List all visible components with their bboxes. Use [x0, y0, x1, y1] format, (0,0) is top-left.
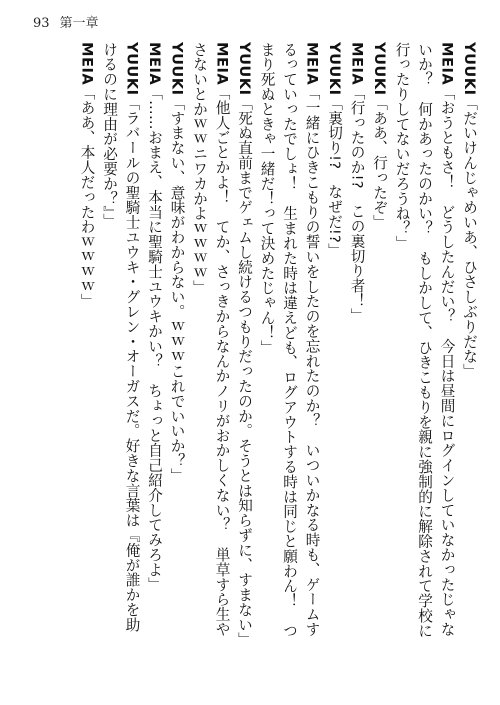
speaker-name: MEIA: [303, 42, 321, 86]
text-line: [143, 42, 166, 682]
text-line: [413, 42, 436, 682]
speaker-name: YUUKI: [326, 42, 343, 96]
chapter-title: 第一章: [59, 16, 99, 31]
text-line: [75, 42, 98, 682]
dialogue-text: 「裏切り!? なぜだ!?」: [326, 95, 343, 259]
speaker-name: YUUKI: [123, 42, 141, 96]
text-line: [98, 42, 121, 682]
page-header: [33, 12, 99, 31]
speaker-name: MEIA: [146, 42, 163, 86]
text-line: [300, 42, 323, 682]
dialogue-text: 「ああ、本人だったわｗｗｗｗ」: [78, 85, 96, 309]
speaker-name: MEIA: [78, 42, 96, 86]
speaker-name: MEIA: [438, 42, 456, 86]
text-line: [255, 42, 278, 682]
dialogue-text: るっていったでしょ！ 生まれた時は違えども、ログアウトする時は同じと願わん！ つ: [281, 42, 298, 638]
dialogue-text: 「ラバールの聖騎士ユウキ・グレン・オーガスだ。好きな言葉は『俺が誰かを助: [123, 95, 141, 632]
dialogue-text: 「死ぬ直前までゲェムし続けるつもりだったのか。そうとは知らずに、すまない」: [236, 95, 253, 647]
speaker-name: MEIA: [348, 42, 366, 86]
dialogue-text: けるのに理由が必要か？』」: [101, 42, 118, 229]
speaker-name: YUUKI: [461, 42, 478, 96]
dialogue-text: 「……おまえ、本当に聖騎士ユウキかい？ ちょっと自己紹介してみろよ」: [146, 85, 163, 592]
text-line: [210, 42, 233, 682]
dialogue-text: さないとかｗｗニワカかよｗｗｗｗ」: [191, 42, 208, 296]
speaker-name: YUUKI: [168, 42, 186, 96]
dialogue-text: 行ったりしてないだろうね？」: [393, 42, 411, 251]
speaker-name: YUUKI: [236, 42, 253, 96]
speaker-name: MEIA: [213, 42, 231, 86]
text-line: [165, 42, 188, 682]
dialogue-text: まり死ぬときゃ一緒だ！って決めたじゃん！」: [258, 42, 276, 355]
dialogue-text: 「すまない、意味がわからない。ｗｗｗこれでいいか？」: [168, 95, 186, 483]
text-line: [233, 42, 256, 682]
text-line: [120, 42, 143, 682]
dialogue-text: いか？ 何かあったのかい？ もしかして、ひきこもりを親に強制的に解除されて学校に: [416, 42, 433, 638]
dialogue-text: 「他人ごとかよ！ てか、さっきからなんかノリがおかしくない？ 単草すら生や: [213, 85, 231, 637]
text-line: [323, 42, 346, 682]
dialogue-text: 「ああ、行ったぞ」: [371, 95, 388, 230]
text-line: [458, 42, 481, 682]
dialogue-text: 「おうともさ！ どうしたんだい？ 今日は昼間にログインしていなかったじゃな: [438, 85, 456, 637]
text-line: [278, 42, 301, 682]
text-line: [368, 42, 391, 682]
dialogue-text: 「だいけんじゃめいあ、ひさしぶりだな」: [461, 95, 478, 379]
text-line: [188, 42, 211, 682]
dialogue-text: 「一緒にひきこもりの誓いをしたのを忘れたのか？ いついかなる時も、ゲームす: [303, 85, 321, 637]
speaker-name: YUUKI: [371, 42, 388, 96]
text-line: [345, 42, 368, 682]
page-number: 93: [33, 16, 50, 31]
dialogue-text: 「行ったのか!? この裏切り者！」: [348, 85, 366, 323]
novel-text-body: [10, 42, 480, 682]
text-line: [435, 42, 458, 682]
text-line: [390, 42, 413, 682]
